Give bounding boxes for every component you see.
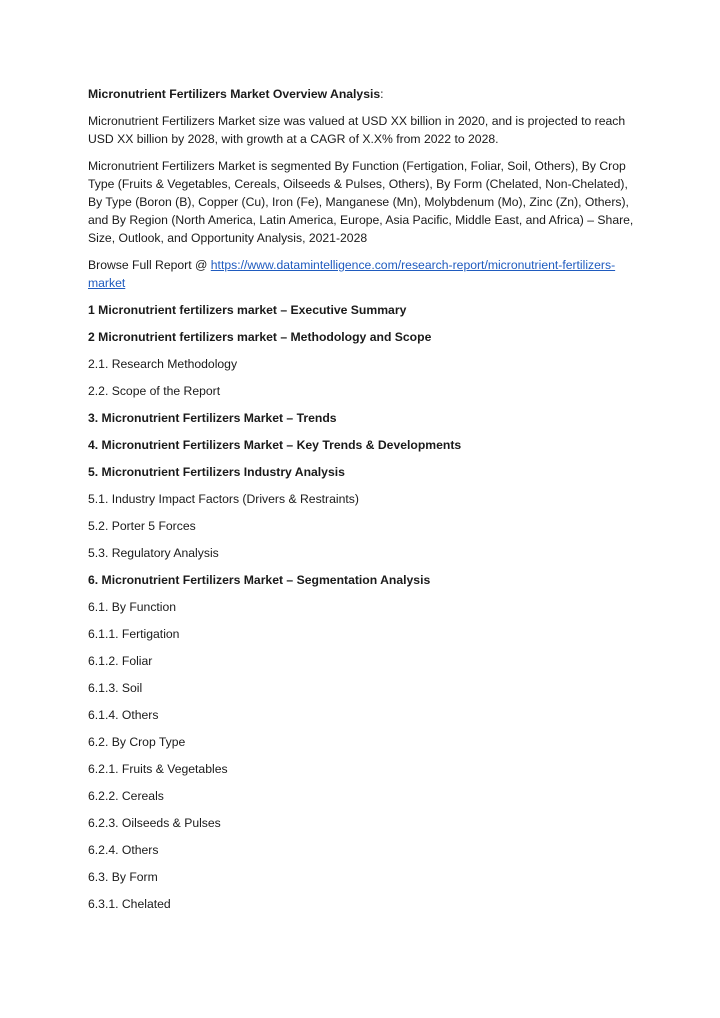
toc-item: 6.2.2. Cereals [88,789,164,803]
overview-heading: Micronutrient Fertilizers Market Overview Analysis [88,87,381,101]
toc-item: 6.1.4. Others [88,708,159,722]
overview-heading-colon: : [380,87,384,101]
overview-heading-line [88,85,636,103]
segmentation-paragraph: Micronutrient Fertilizers Market is segmented By Function (Fertigation, Foliar, Soil, Others), By Crop Type (Fruits & Vegetables, Cereals, Oilseeds & Pulses, Others), By Form (Chelated, Non-Chelated), By Type (Boron (B), Copper (Cu), Iron (Fe), Manganese (Mn), Molybdenum (Mo), Zinc (Zn), Others), and By Region (North America, Latin America, Europe, Asia Pacific, Middle East, and Africa) – Share, Size, Outlook, and Opportunity Analysis, 2021-2028 [88,159,634,245]
toc-item: 5.3. Regulatory Analysis [88,546,219,560]
toc-item: 6.2.3. Oilseeds & Pulses [88,816,221,830]
toc-item: 6.1.1. Fertigation [88,627,180,641]
toc-item: 5.1. Industry Impact Factors (Drivers & Restraints) [88,492,359,506]
toc-item: 6.3.1. Chelated [88,897,171,911]
toc-item: 1 Micronutrient fertilizers market – Executive Summary [88,303,407,317]
toc-item: 2.2. Scope of the Report [88,384,221,398]
toc-item: 6.1. By Function [88,600,177,614]
toc-item: 4. Micronutrient Fertilizers Market – Key Trends & Developments [88,438,462,452]
toc-item: 6.2. By Crop Type [88,735,186,749]
toc-item: 2.1. Research Methodology [88,357,238,371]
toc-item: 5. Micronutrient Fertilizers Industry Analysis [88,465,345,479]
toc-item: 6.3. By Form [88,870,158,884]
toc-item: 2 Micronutrient fertilizers market – Methodology and Scope [88,330,432,344]
toc-item: 6.1.3. Soil [88,681,143,695]
toc-item: 6.2.1. Fruits & Vegetables [88,762,228,776]
toc-item: 6.1.2. Foliar [88,654,153,668]
toc-item: 6.2.4. Others [88,843,159,857]
market-size-paragraph: Micronutrient Fertilizers Market size was valued at USD XX billion in 2020, and is projected to reach USD XX billion by 2028, with growth at a CAGR of X.X% from 2022 to 2028. [88,114,626,146]
toc-item: 5.2. Porter 5 Forces [88,519,196,533]
report-link[interactable]: https://www.datamintelligence.com/research-report/micronutrient-fertilizers-market [88,258,616,290]
toc-item: 3. Micronutrient Fertilizers Market – Trends [88,411,337,425]
toc-item: 6. Micronutrient Fertilizers Market – Segmentation Analysis [88,573,431,587]
browse-label: Browse Full Report @ [88,258,211,272]
browse-full-report [88,256,636,292]
document-content [88,85,636,922]
table-of-contents [88,301,636,913]
